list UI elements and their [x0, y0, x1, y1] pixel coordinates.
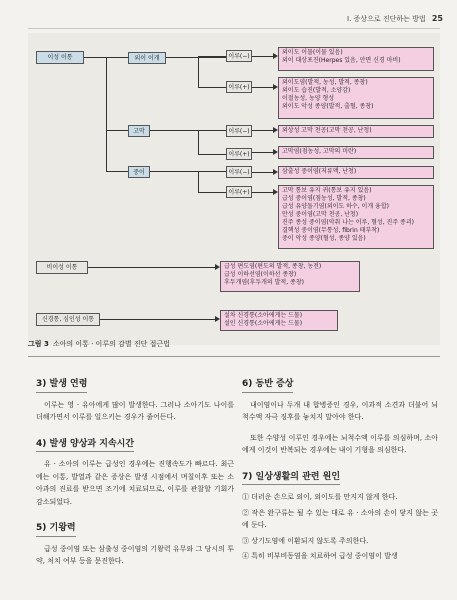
- result-line: 중이 악성 종양(혈성, 종양 있음): [282, 235, 366, 242]
- paragraph: 내이염이나 두개 내 합병증인 경우, 이과적 소견과 더불어 뇌척수액 자극 징후를 놓치지 말아야 한다.: [242, 400, 438, 421]
- node-external-ear: 외이 이개: [128, 52, 166, 64]
- result-line: 외이 대상포진(Herpes 있음, 안면 신경 마비): [282, 57, 401, 64]
- connector: [88, 267, 215, 268]
- node-otorrhea-pos-2: 이루(+): [226, 148, 252, 160]
- connector: [252, 172, 273, 173]
- result-box-2: [278, 77, 434, 119]
- result-line: 만성 중이염(고막 천공, 난청): [282, 211, 359, 218]
- result-line: 진주 종성 중이염(악취 나는 이루, 혈성, 진주 종괴): [282, 219, 414, 226]
- node-eardrum: 고막: [128, 125, 150, 137]
- connector: [198, 154, 226, 155]
- connector: [198, 87, 226, 88]
- arrow-head: [273, 84, 278, 90]
- connector: [106, 57, 107, 172]
- result-box-7: [220, 261, 360, 292]
- result-box-6: [278, 185, 434, 249]
- list-item: ④ 특히 비부비동염을 치료하여 급성 중이염이 발생: [242, 552, 398, 560]
- node-neuralgia: 신경통, 심인성 이통: [36, 313, 100, 326]
- node-otorrhea-pos-3: 이루(+): [226, 186, 252, 198]
- section-heading: 4) 발생 양상과 지속시간: [36, 438, 134, 453]
- list-item: ① 더러운 손으로 외이, 외이도를 만지지 않게 한다.: [242, 493, 398, 501]
- arrow-head: [273, 189, 278, 195]
- result-line: 이절농성, 농양 형성: [282, 95, 335, 102]
- paragraph: 또한 수양성 이루인 경우에는 뇌척수액 이루를 의심하며, 소아에게 이것이 반복되는 경우에는 내이 기형을 의심한다.: [242, 433, 438, 454]
- connector: [198, 56, 199, 87]
- node-nonotogenic-pain: 비이성 이통: [36, 261, 88, 274]
- result-box-3: [278, 125, 434, 138]
- connector: [252, 87, 273, 88]
- arrow-head: [215, 264, 220, 270]
- result-box-8: [220, 310, 338, 331]
- section-heading: 3) 발생 연령: [36, 378, 87, 393]
- connector: [198, 56, 226, 57]
- caption-rule: [28, 356, 440, 357]
- connector: [100, 319, 215, 320]
- arrow-head: [273, 53, 278, 59]
- figure-caption: [28, 339, 170, 349]
- connector: [198, 171, 199, 192]
- connector: [198, 130, 199, 154]
- result-box-1: [278, 47, 434, 71]
- connector: [252, 192, 273, 193]
- result-box-4: [278, 146, 434, 159]
- list-item: ② 작은 완구류는 될 수 있는 대로 유 · 소아의 손이 닿지 않는 곳에 둔다.: [242, 508, 438, 529]
- result-line: 삼출성 중이염(저류액, 난청): [282, 168, 357, 175]
- connector: [252, 152, 273, 153]
- node-middle-ear: 중이: [128, 166, 150, 178]
- list-item: ③ 상기도염에 이환되지 않도록 주의한다.: [242, 536, 369, 545]
- connector: [150, 171, 226, 172]
- connector: [252, 56, 273, 57]
- arrow-head: [273, 169, 278, 175]
- result-line: 외이도 이물(이물 있음): [282, 49, 343, 56]
- result-line: 외상성 고막 천공(고막 천공, 난청): [282, 127, 372, 134]
- arrow-head: [215, 316, 220, 322]
- result-line: 고막 통보 유지 귀(통보 유지 있음): [282, 187, 372, 194]
- result-line: 외이도 악성 종양(발적, 출혈, 종창): [282, 103, 374, 110]
- node-otorrhea-pos-1: 이루(+): [226, 81, 252, 93]
- arrow-head: [273, 149, 278, 155]
- node-otogenic-pain: 이성 이통: [36, 51, 84, 64]
- arrow-head: [273, 127, 278, 133]
- node-otorrhea-neg-1: 이루(−): [226, 50, 252, 62]
- running-title: I. 증상으로 진단하는 방법: [347, 15, 426, 23]
- result-box-5: [278, 166, 434, 179]
- paragraph: 급성 중이염 또는 삼출성 중이염의 기왕력 유무와 그 당시의 투약, 처치 여부 등을 문진한다.: [36, 544, 234, 565]
- result-line: 설차 신경통(소아에게는 드물): [224, 312, 303, 319]
- result-line: 외이도 습진(발적, 소양감): [282, 87, 351, 94]
- paragraph: 유 · 소아의 이루는 급성인 경우에는 진행속도가 빠르다. 최근에는 이통, 발열과 같은 증상은 발생 시점에서 며칠이후 또는 소아과의 진료를 받으면 조기에 치료되므로, 이루를 관찰할 기회가 감소되었다.: [36, 460, 234, 506]
- connector: [198, 192, 226, 193]
- result-line: 급성 중이염(점농성, 발적, 종창): [282, 195, 366, 202]
- caption-label: 그림 3: [28, 340, 49, 348]
- running-header: [347, 14, 443, 24]
- caption-text: 소아의 이통 · 이루의 감별 진단 접근법: [52, 340, 170, 348]
- result-line: 급성 이하선염(이하선 종창): [224, 271, 297, 278]
- node-otorrhea-neg-3: 이루(−): [226, 166, 252, 178]
- section-heading: 5) 기왕력: [36, 522, 76, 537]
- right-column: [242, 372, 438, 566]
- result-line: 설인 신경통(소아에게는 드물): [224, 320, 303, 327]
- connector: [252, 130, 273, 131]
- connector: [106, 171, 128, 172]
- connector: [166, 57, 226, 58]
- result-line: 고막염(점농성, 고막의 미란): [282, 148, 357, 155]
- result-line: 결핵성 중이염(무통성, fibrin 태부착): [282, 227, 380, 234]
- result-line: 후두개염(후두개의 발적, 종창): [224, 279, 304, 286]
- section-heading: 6) 동반 증상: [242, 378, 293, 393]
- node-otorrhea-neg-2: 이루(−): [226, 125, 252, 137]
- result-line: 외이도염(발적, 농성, 발적, 종창): [282, 79, 368, 86]
- connector: [150, 130, 226, 131]
- left-column: [36, 372, 234, 576]
- header-rule: [28, 28, 440, 29]
- flowchart: [28, 33, 440, 345]
- result-line: 급성 유양돌기염(외이도 하수, 이개 융합): [282, 203, 389, 210]
- page-number: 25: [431, 14, 443, 23]
- section-heading: 7) 일상생활의 관련 원인: [242, 471, 340, 486]
- result-line: 급성 편도염(편도의 발적, 종창, 농전): [224, 263, 322, 270]
- paragraph: 이루는 영 · 유아에게 많이 발생한다. 그러나 소아기도 나이를 더해가면서 이루를 일으키는 경우가 줄어든다.: [36, 400, 234, 421]
- connector: [106, 130, 128, 131]
